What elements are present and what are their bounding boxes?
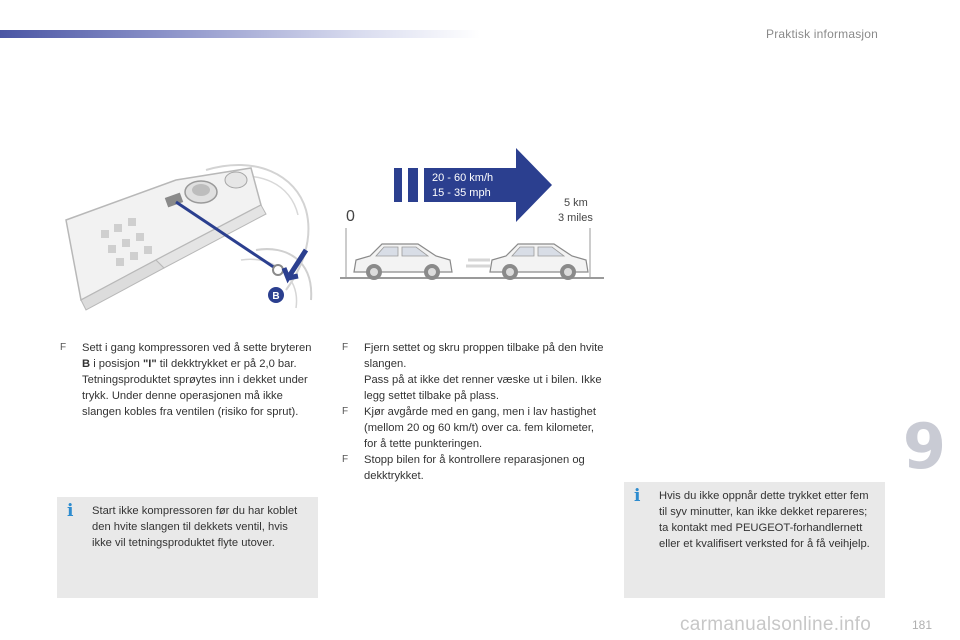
- speed-mph: 15 - 35 mph: [432, 187, 491, 199]
- instructions-column-1: [60, 340, 318, 420]
- info-icon: i: [67, 501, 74, 521]
- page-number: 181: [911, 618, 932, 632]
- info-box-warning: [57, 497, 318, 598]
- driving-illustration: [340, 148, 604, 290]
- watermark: carmanualsonline.info: [680, 614, 872, 635]
- instruction-text: Fjern settet og skru proppen tilbake på den hvite slangen.: [364, 342, 604, 370]
- label-b: B: [272, 291, 280, 302]
- instruction-text: Stopp bilen for å kontrollere reparasjonen og dekktrykket.: [364, 454, 585, 482]
- list-item: [60, 340, 318, 420]
- bullet-icon: F: [342, 406, 349, 417]
- info-text: Hvis du ikke oppnår dette trykket etter fem til syv minutter, kan ikke dekket repareres; ta kontakt med PEUGEOT-forhandlernett eller et kvalifisert verksted for å få veihjelp.: [659, 490, 870, 550]
- speed-kmh: 20 - 60 km/h: [432, 172, 494, 184]
- distance-km: 5 km: [564, 197, 588, 209]
- start-label: 0: [346, 208, 355, 225]
- info-text: Start ikke kompressoren før du har koblet den hvite slangen til dekkets ventil, hvis ikke vil tetningsproduktet flyte utover.: [92, 505, 298, 549]
- compressor-illustration: [56, 150, 318, 312]
- instruction-text-detail: Pass på at ikke det renner væske ut i bilen. Ikke legg settet tilbake på plass.: [364, 374, 602, 402]
- list-item: [342, 404, 604, 452]
- header-gradient-bar: [0, 30, 480, 38]
- bullet-icon: F: [342, 342, 349, 353]
- distance-miles: 3 miles: [558, 212, 593, 224]
- list-item: [342, 340, 604, 404]
- instruction-text-detail: Tetningsproduktet sprøytes inn i dekket under trykk. Under denne operasjonen må ikke slangen kobles fra ventilen (risiko for sprut).: [82, 374, 308, 418]
- list-item: [342, 452, 604, 484]
- instruction-text: Kjør avgårde med en gang, men i lav hastighet (mellom 20 og 60 km/t) over ca. fem kilometer, for å tette punkteringen.: [364, 406, 596, 450]
- instructions-column-2: [342, 340, 604, 484]
- info-icon: i: [634, 486, 641, 506]
- car-left: [354, 244, 452, 280]
- bullet-icon: F: [342, 454, 349, 465]
- chapter-number: 9: [902, 410, 946, 483]
- section-title: Praktisk informasjon: [766, 27, 879, 41]
- instruction-text: Sett i gang kompressoren ved å sette bryteren B i posisjon "I" til dekktrykket er på 2,0 bar.: [82, 342, 312, 370]
- info-box-pressure: [624, 482, 885, 598]
- car-right: [466, 244, 588, 280]
- bullet-icon: F: [60, 342, 67, 353]
